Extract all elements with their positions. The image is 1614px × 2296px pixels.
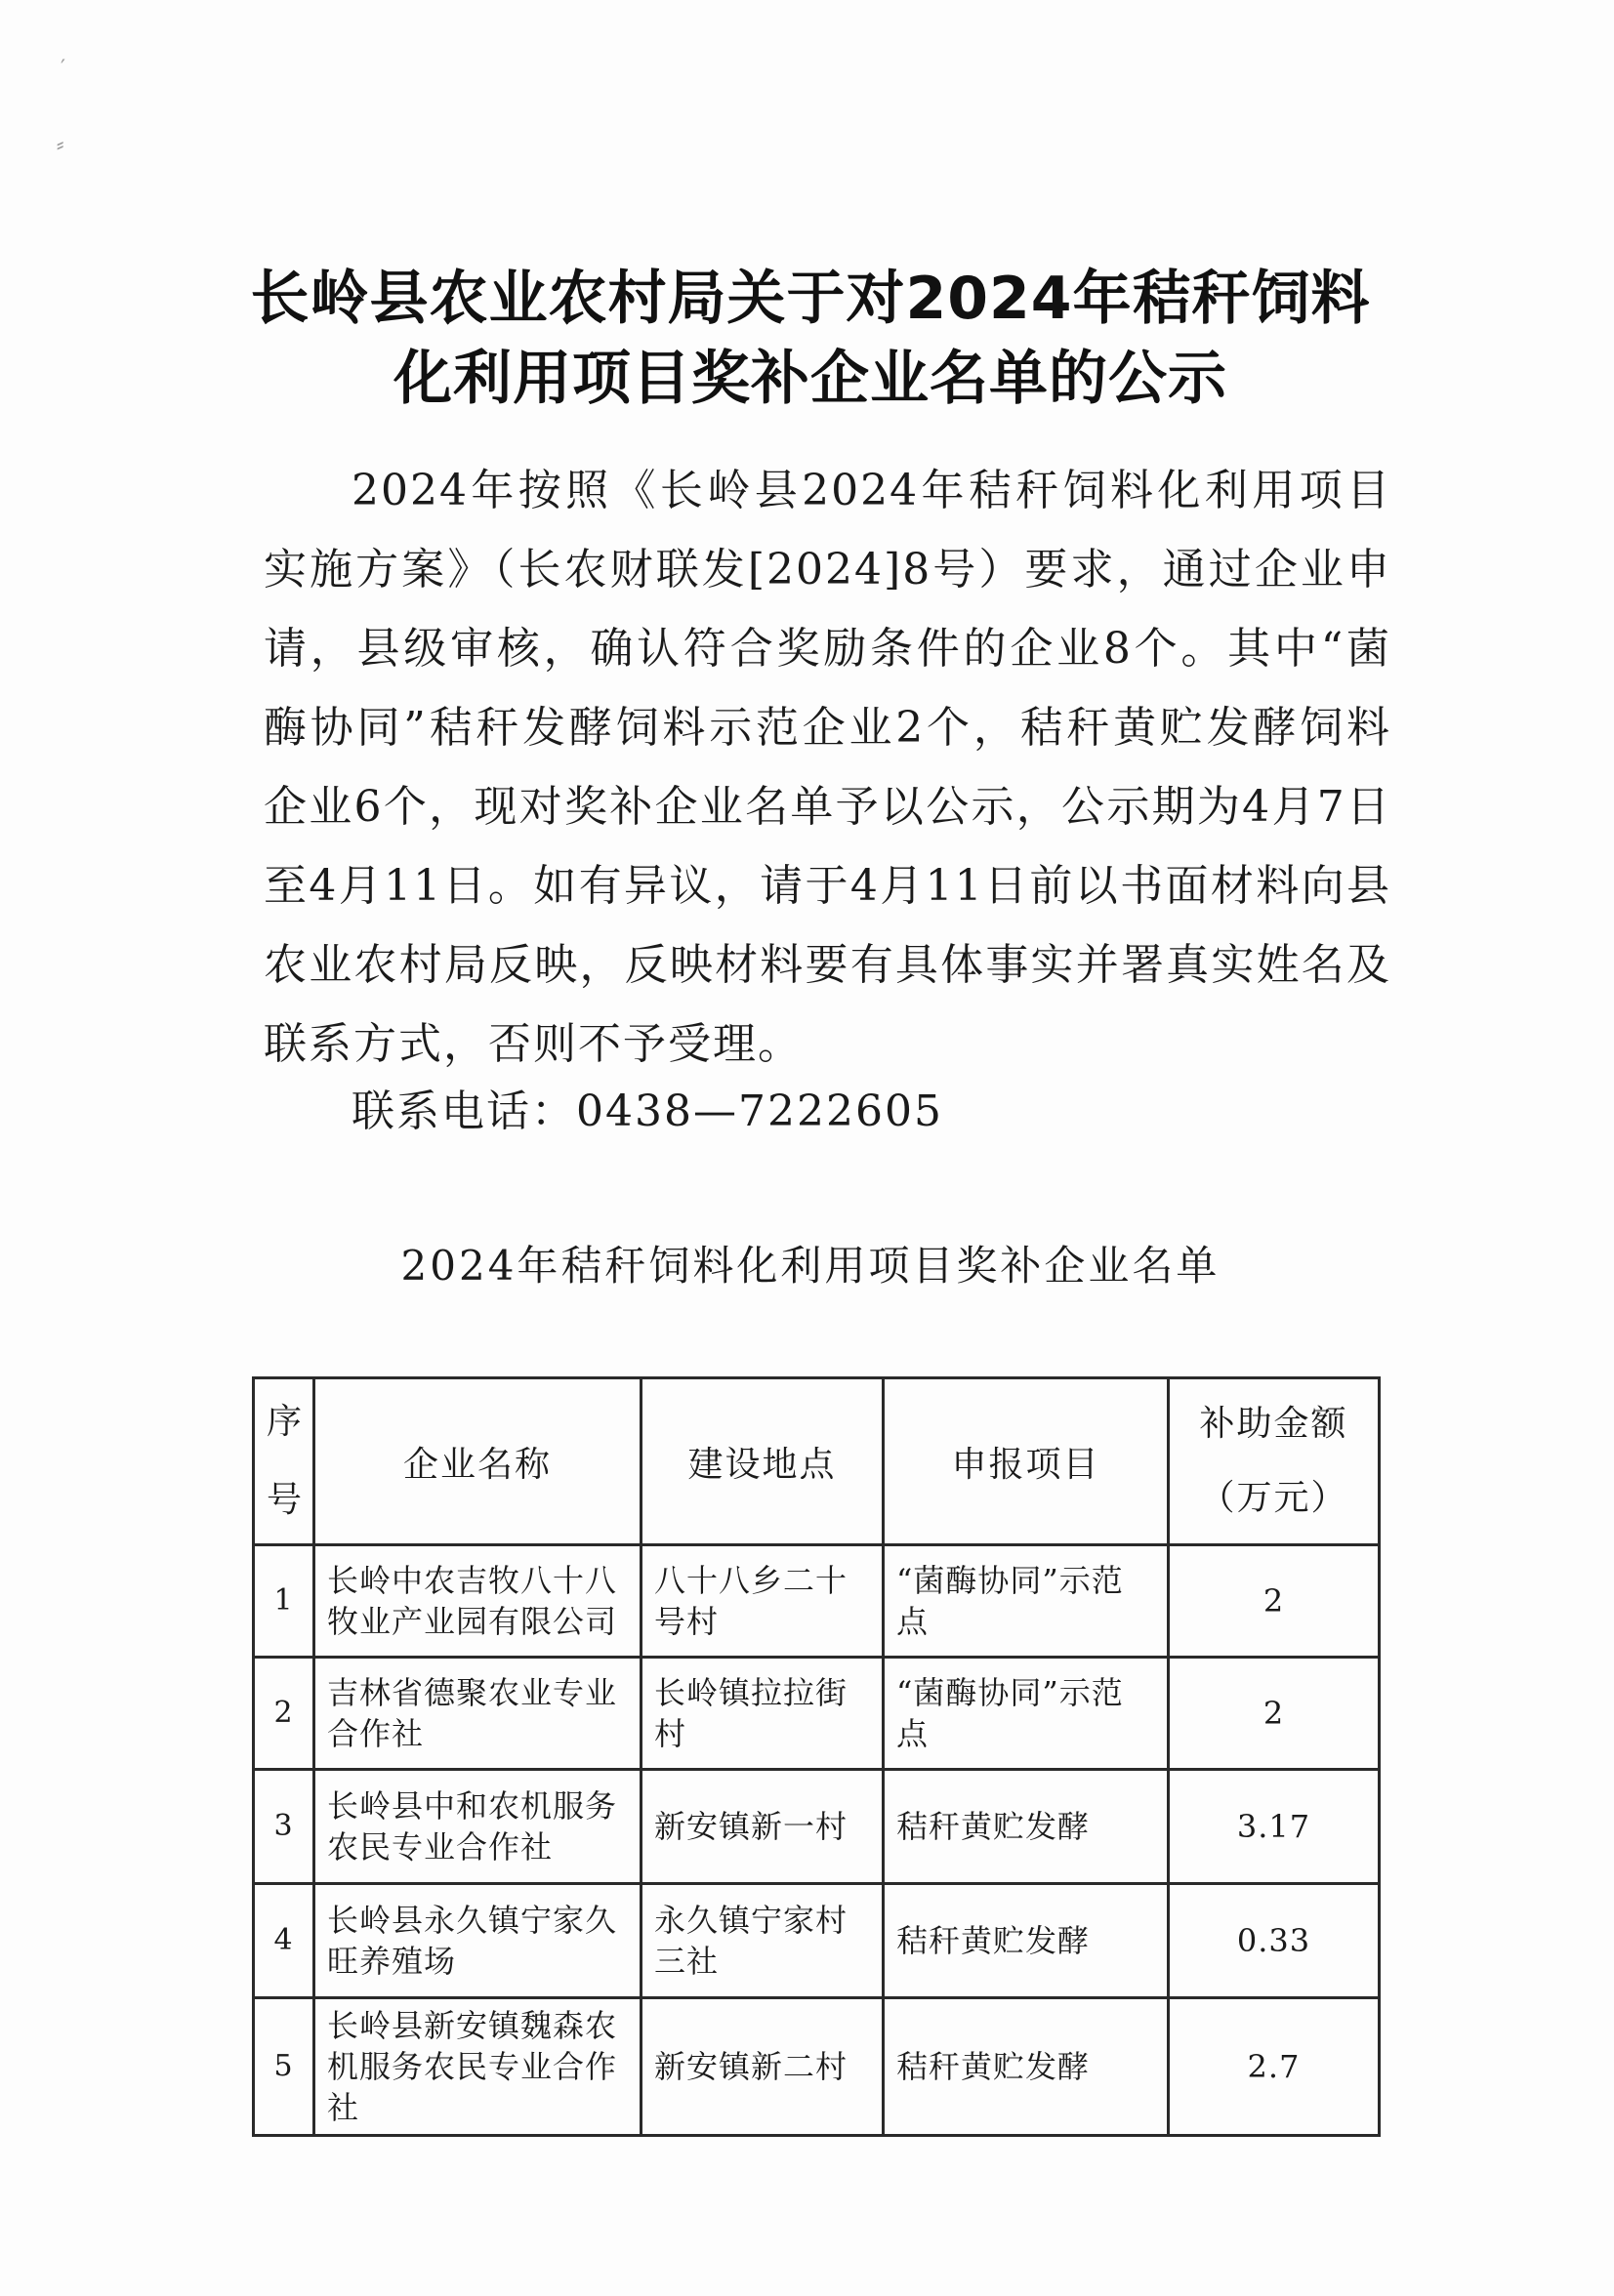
scan-speck: ⸗ [57,133,64,157]
cell-location: 新安镇新一村 [641,1770,884,1884]
document-title-line-2: 化利用项目奖补企业名单的公示 [393,345,1227,413]
cell-name: 长岭县永久镇宁家久旺养殖场 [314,1884,641,1998]
table-row [254,1998,1380,2136]
contact-phone: 联系电话：0438—7222605 [352,1086,943,1136]
cell-no: 1 [254,1545,314,1658]
cell-project: 秸秆黄贮发酵 [884,1884,1169,1998]
cell-amount: 2.7 [1169,1998,1380,2136]
cell-amount: 0.33 [1169,1884,1380,1998]
table-row [254,1658,1380,1770]
cell-no: 5 [254,1998,314,2136]
document-title-line-1: 长岭县农业农村局关于对2024年秸秆饲料 [250,265,1371,333]
cell-no: 4 [254,1884,314,1998]
cell-project: “菌酶协同”示范点 [884,1658,1169,1770]
header-name: 企业名称 [314,1378,641,1545]
cell-name: 吉林省德聚农业专业合作社 [314,1658,641,1770]
table-row [254,1770,1380,1884]
cell-project: 秸秆黄贮发酵 [884,1770,1169,1884]
list-title: 2024年秸秆饲料化利用项目奖补企业名单 [400,1242,1221,1290]
header-location: 建设地点 [641,1378,884,1545]
header-project: 申报项目 [884,1378,1169,1545]
cell-name: 长岭县新安镇魏森农机服务农民专业合作社 [314,1998,641,2136]
header-no: 序号 [254,1378,314,1545]
cell-location: 八十八乡二十号村 [641,1545,884,1658]
cell-project: 秸秆黄贮发酵 [884,1998,1169,2136]
cell-amount: 2 [1169,1545,1380,1658]
cell-name: 长岭县中和农机服务农民专业合作社 [314,1770,641,1884]
cell-name: 长岭中农吉牧八十八牧业产业园有限公司 [314,1545,641,1658]
cell-location: 长岭镇拉拉街村 [641,1658,884,1770]
table-row [254,1884,1380,1998]
scan-speck: ′ [61,57,65,81]
header-amount: 补助金额（万元） [1169,1378,1380,1545]
cell-no: 3 [254,1770,314,1884]
announcement-paragraph: 2024年按照《长岭县2024年秸秆饲料化利用项目实施方案》（长农财联发[2024]8号）要求，通过企业申请，县级审核，确认符合奖励条件的企业8个。其中“菌酶协同”秸秆发酵饲料示范企业2个，秸秆黄贮发酵饲料企业6个，现对奖补企业名单予以公示，公示期为4月7日至4月11日。如有异议，请于4月11日前以书面材料向县农业农村局反映，反映材料要有具体事实并署真实姓名及联系方式，否则不予受理。 [264,466,1391,1069]
cell-no: 2 [254,1658,314,1770]
cell-amount: 2 [1169,1658,1380,1770]
award-table [252,1376,1381,2137]
cell-location: 新安镇新二村 [641,1998,884,2136]
table-row [254,1545,1380,1658]
cell-amount: 3.17 [1169,1770,1380,1884]
cell-location: 永久镇宁家村三社 [641,1884,884,1998]
cell-project: “菌酶协同”示范点 [884,1545,1169,1658]
table-header-row [254,1378,1380,1545]
